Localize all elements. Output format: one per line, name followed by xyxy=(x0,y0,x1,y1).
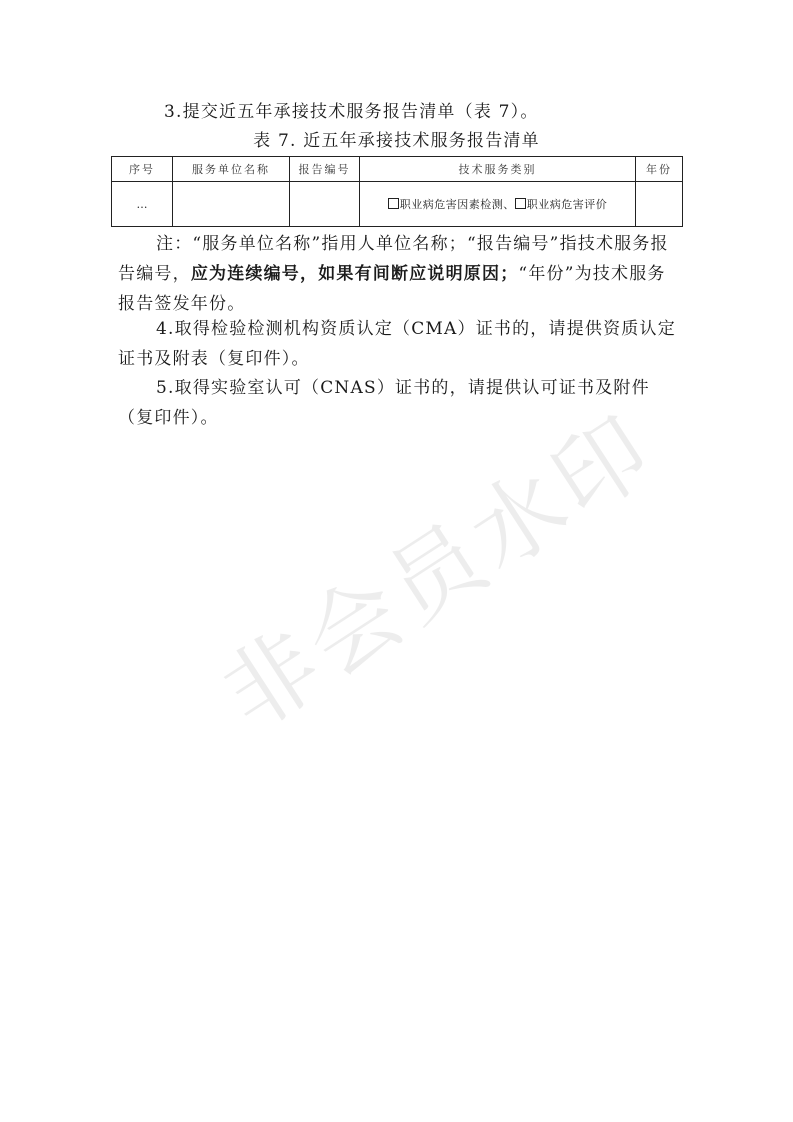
table-row xyxy=(112,182,683,227)
item-4: 4.取得检验检测机构资质认定（CMA）证书的，请提供资质认定证书及附表（复印件）。 xyxy=(118,319,676,369)
cell-report-no xyxy=(290,182,360,227)
checkbox-icon[interactable] xyxy=(388,198,399,209)
item-3: 3.提交近五年承接技术服务报告清单（表 7）。 xyxy=(164,102,539,122)
header-unit-name: 服务单位名称 xyxy=(173,157,290,182)
header-service-type: 技术服务类别 xyxy=(360,157,636,182)
header-index: 序号 xyxy=(112,157,173,182)
option-hazard-detection: 职业病危害因素检测、 xyxy=(399,198,515,211)
cell-unit-name xyxy=(173,182,290,227)
option-hazard-evaluation: 职业病危害评价 xyxy=(526,198,608,211)
note-text-1: 注：“服务单位名称”指用人单位名称；“报告编号”指技术服务报告编号， xyxy=(118,234,669,284)
watermark: 非会员水印 xyxy=(204,393,674,751)
cell-service-type xyxy=(360,182,636,227)
cell-year xyxy=(636,182,683,227)
header-report-no: 报告编号 xyxy=(290,157,360,182)
table-header-row xyxy=(112,157,683,182)
header-year: 年份 xyxy=(636,157,683,182)
note-bold-text: 应为连续编号，如果有间断应说明原因； xyxy=(190,264,519,284)
note-paragraph xyxy=(118,229,678,319)
note-text-2: “年份”为技术服务报告签发年份。 xyxy=(118,264,666,314)
report-list-table xyxy=(111,156,683,227)
cell-index: … xyxy=(112,182,173,227)
checkbox-icon[interactable] xyxy=(515,198,526,209)
table-caption: 表 7. 近五年承接技术服务报告清单 xyxy=(253,131,540,151)
item-5: 5.取得实验室认可（CNAS）证书的，请提供认可证书及附件（复印件）。 xyxy=(118,378,650,428)
